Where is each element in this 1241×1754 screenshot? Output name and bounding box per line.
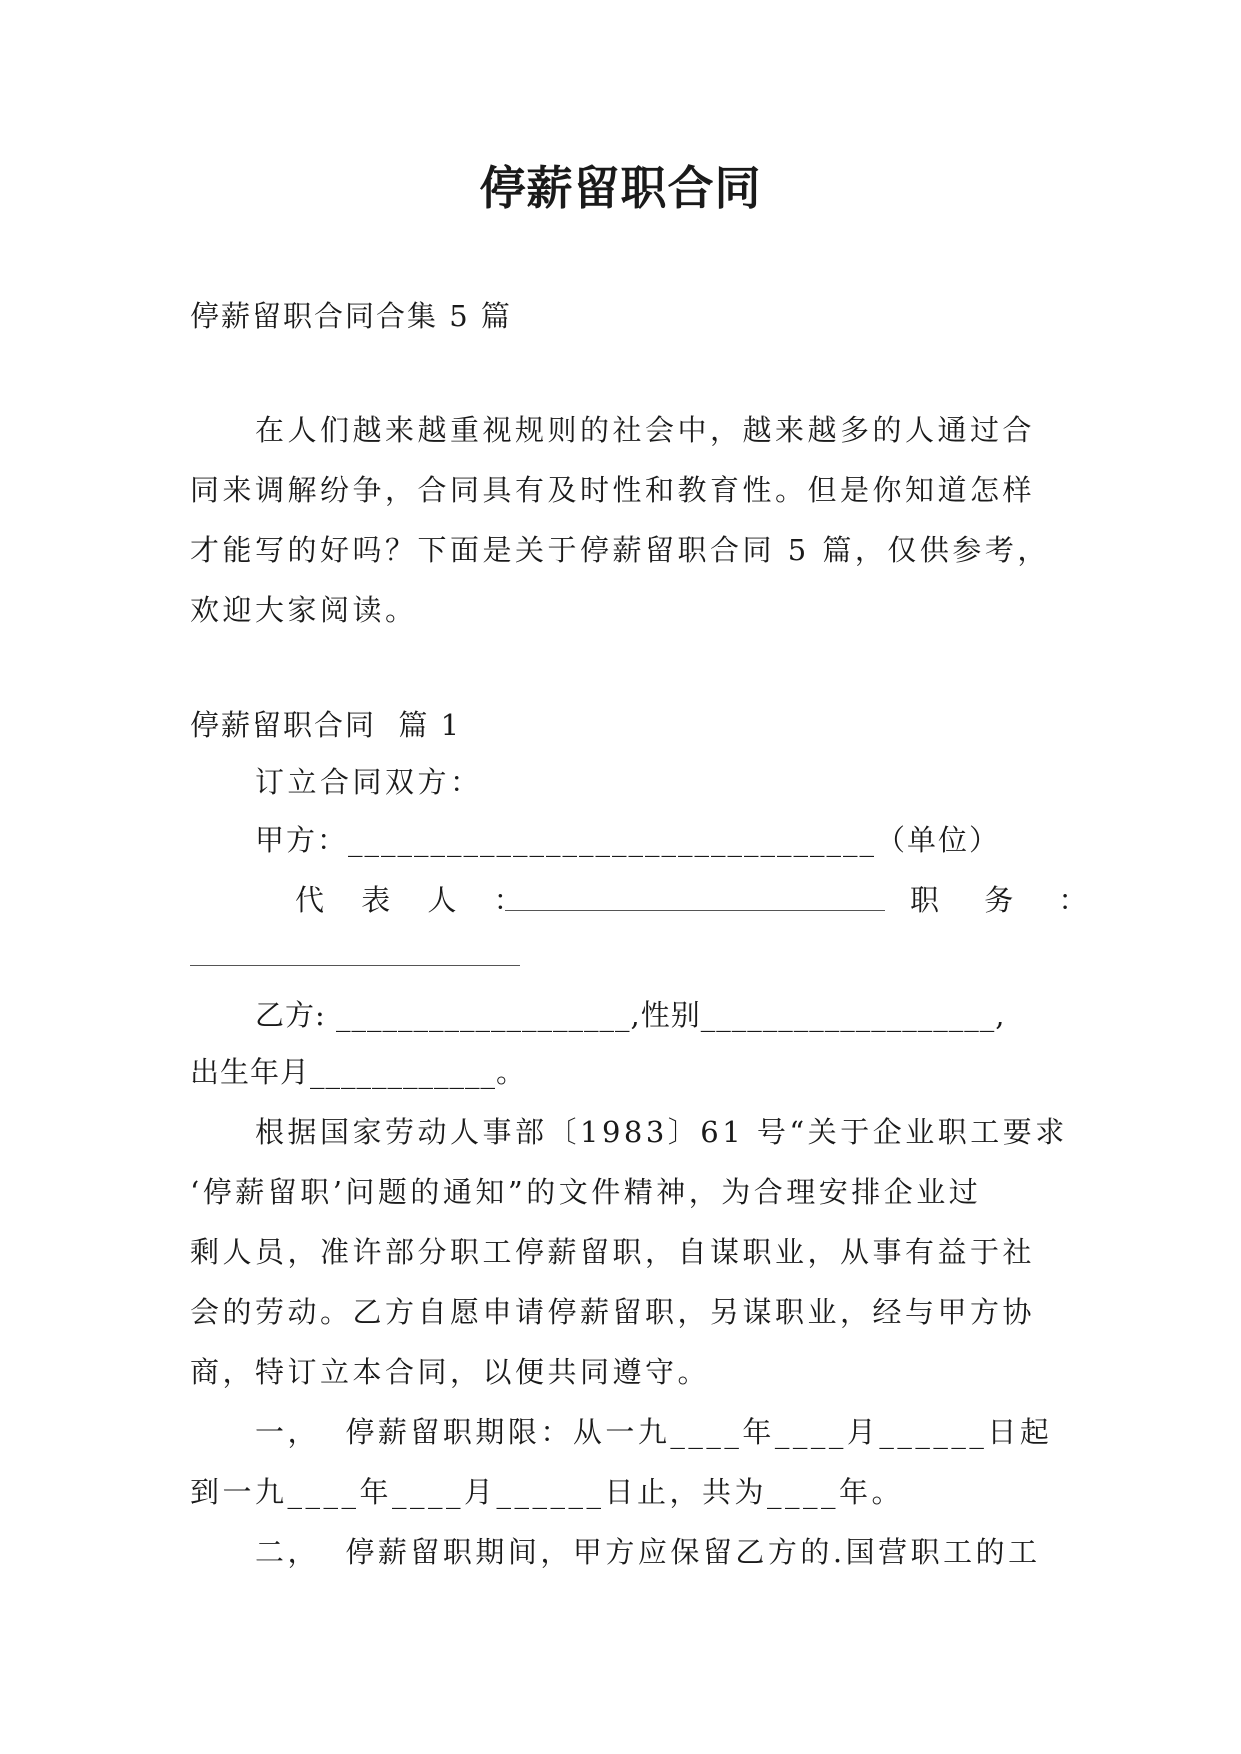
section-heading: 停薪留职合同 篇 1 — [190, 708, 462, 742]
parties-heading: 订立合同双方： — [255, 765, 483, 799]
term-clause-line: 一， 停薪留职期限：从一九____年____月______日起 — [255, 1415, 1053, 1449]
basis-line: ‘停薪留职’问题的通知”的文件精神，为合理安排企业过 — [190, 1175, 982, 1209]
document-subtitle: 停薪留职合同合集 5 篇 — [190, 299, 512, 333]
duty-blank — [190, 965, 520, 966]
duty-label: 职 务 ： — [910, 883, 1106, 917]
representative-blank — [505, 910, 885, 911]
intro-line: 才能写的好吗？下面是关于停薪留职合同 5 篇，仅供参考， — [190, 533, 1050, 567]
basis-line: 会的劳动。乙方自愿申请停薪留职，另谋职业，经与甲方协 — [190, 1295, 1036, 1329]
basis-line: 剩人员，准许部分职工停薪留职，自谋职业，从事有益于社 — [190, 1235, 1036, 1269]
document-title: 停薪留职合同 — [479, 161, 762, 215]
basis-line: 商，特订立本合同，以便共同遵守。 — [190, 1355, 711, 1389]
birth-date-line: 出生年月____________。 — [190, 1055, 527, 1089]
basis-line: 根据国家劳动人事部〔1983〕61 号“关于企业职工要求 — [255, 1115, 1068, 1149]
party-a-line: 甲方：________________________________（单位） — [255, 823, 1001, 857]
term-clause-line: 到一九____年____月______日止，共为____年。 — [190, 1475, 905, 1509]
intro-line: 欢迎大家阅读。 — [190, 593, 418, 627]
intro-line: 同来调解纷争，合同具有及时性和教育性。但是你知道怎样 — [190, 473, 1036, 507]
representative-label: 代 表 人 ： — [295, 883, 537, 917]
intro-line: 在人们越来越重视规则的社会中，越来越多的人通过合 — [255, 413, 1036, 447]
clause-two-line: 二， 停薪留职期间，甲方应保留乙方的.国营职工的工 — [255, 1535, 1041, 1569]
party-b-line: 乙方: ___________________,性别___________________, — [255, 998, 1006, 1032]
